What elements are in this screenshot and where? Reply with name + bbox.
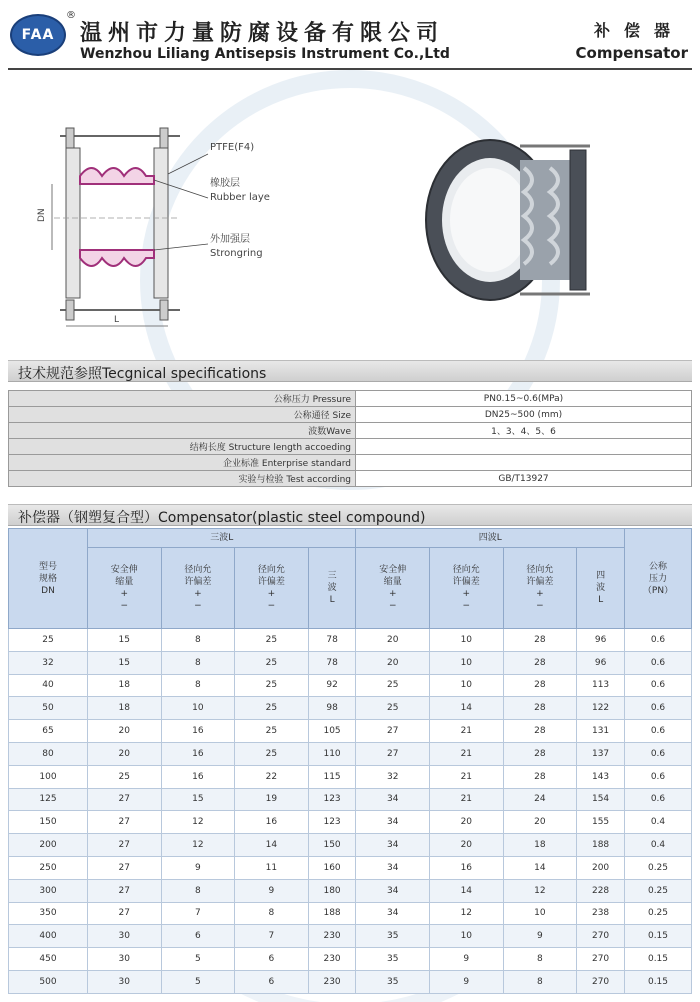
table-cell: 8 <box>161 629 235 652</box>
table-cell: 35 <box>356 948 430 971</box>
spec-row <box>9 471 692 487</box>
table-cell: 10 <box>430 925 504 948</box>
table-cell: 131 <box>577 720 625 743</box>
table-cell: 28 <box>503 697 577 720</box>
table-cell: 92 <box>308 674 356 697</box>
table-cell: 34 <box>356 834 430 857</box>
table-cell: 123 <box>308 788 356 811</box>
table-cell: 27 <box>356 720 430 743</box>
table-cell: 7 <box>161 902 235 925</box>
table-row <box>9 765 692 788</box>
spec-key: 企业标准 Enterprise standard <box>9 455 356 471</box>
table-cell: 25 <box>235 742 309 765</box>
table-cell: 18 <box>88 697 162 720</box>
table-cell: 20 <box>356 651 430 674</box>
table-cell: 188 <box>308 902 356 925</box>
table-cell: 27 <box>88 879 162 902</box>
table-cell: 0.6 <box>625 720 692 743</box>
table-cell: 250 <box>9 856 88 879</box>
table-cell: 500 <box>9 970 88 993</box>
product-name-en: Compensator <box>575 44 688 62</box>
table-cell: 15 <box>88 629 162 652</box>
spec-row <box>9 439 692 455</box>
header-group-four: 四波L <box>356 529 625 548</box>
table-cell: 150 <box>9 811 88 834</box>
table-cell: 270 <box>577 925 625 948</box>
dn-label: DN <box>37 208 47 222</box>
table-cell: 8 <box>235 902 309 925</box>
table-cell: 16 <box>161 765 235 788</box>
table-row <box>9 788 692 811</box>
table-cell: 8 <box>161 674 235 697</box>
table-cell: 16 <box>161 720 235 743</box>
table-cell: 25 <box>235 651 309 674</box>
table-cell: 20 <box>88 742 162 765</box>
table-cell: 300 <box>9 879 88 902</box>
table-cell: 20 <box>430 834 504 857</box>
table-cell: 0.6 <box>625 674 692 697</box>
table-cell: 10 <box>430 629 504 652</box>
table-cell: 27 <box>88 788 162 811</box>
table-cell: 12 <box>161 834 235 857</box>
table-cell: 14 <box>430 879 504 902</box>
spec-table <box>8 390 692 487</box>
spec-value: PN0.15~0.6(MPa) <box>356 391 692 407</box>
table-row <box>9 811 692 834</box>
table-cell: 0.15 <box>625 925 692 948</box>
spec-value <box>356 455 692 471</box>
table-row <box>9 948 692 971</box>
table-cell: 115 <box>308 765 356 788</box>
table-cell: 98 <box>308 697 356 720</box>
table-row <box>9 856 692 879</box>
table-cell: 6 <box>235 948 309 971</box>
table-cell: 125 <box>9 788 88 811</box>
table-row <box>9 742 692 765</box>
table-cell: 10 <box>503 902 577 925</box>
spec-section-title: 技术规范参照Tecgnical specifications <box>18 366 267 382</box>
table-cell: 25 <box>356 674 430 697</box>
table-cell: 30 <box>88 948 162 971</box>
table-row <box>9 697 692 720</box>
table-cell: 228 <box>577 879 625 902</box>
table-cell: 28 <box>503 629 577 652</box>
table-cell: 200 <box>9 834 88 857</box>
table-cell: 230 <box>308 948 356 971</box>
table-cell: 143 <box>577 765 625 788</box>
table-cell: 160 <box>308 856 356 879</box>
table-cell: 238 <box>577 902 625 925</box>
table-cell: 34 <box>356 879 430 902</box>
table-cell: 0.4 <box>625 834 692 857</box>
header-radial-b-3: 径向允 许偏差 + − <box>235 548 309 629</box>
table-cell: 78 <box>308 651 356 674</box>
spec-key: 波数Wave <box>9 423 356 439</box>
table-cell: 0.4 <box>625 811 692 834</box>
header-model: 型号 规格 DN <box>9 529 88 629</box>
table-cell: 27 <box>88 834 162 857</box>
table-cell: 30 <box>88 970 162 993</box>
table-cell: 22 <box>235 765 309 788</box>
table-cell: 9 <box>503 925 577 948</box>
table-cell: 0.6 <box>625 765 692 788</box>
table-row <box>9 970 692 993</box>
table-cell: 0.6 <box>625 629 692 652</box>
table-cell: 14 <box>503 856 577 879</box>
table-cell: 6 <box>161 925 235 948</box>
table-cell: 25 <box>356 697 430 720</box>
table-cell: 0.15 <box>625 970 692 993</box>
spec-key: 实验与检验 Test according <box>9 471 356 487</box>
table-section-title: 补偿器（钢塑复合型）Compensator(plastic steel compound) <box>18 510 426 526</box>
table-cell: 122 <box>577 697 625 720</box>
table-cell: 27 <box>356 742 430 765</box>
table-cell: 14 <box>235 834 309 857</box>
table-cell: 18 <box>88 674 162 697</box>
table-cell: 113 <box>577 674 625 697</box>
table-cell: 155 <box>577 811 625 834</box>
compensator-table <box>8 528 692 994</box>
table-cell: 9 <box>161 856 235 879</box>
table-cell: 20 <box>88 720 162 743</box>
table-cell: 0.25 <box>625 902 692 925</box>
header-radial-a-3: 径向允 许偏差 + − <box>161 548 235 629</box>
table-cell: 18 <box>503 834 577 857</box>
product-photo <box>420 120 600 320</box>
table-row <box>9 629 692 652</box>
table-cell: 16 <box>235 811 309 834</box>
table-cell: 123 <box>308 811 356 834</box>
table-cell: 9 <box>430 970 504 993</box>
table-cell: 96 <box>577 629 625 652</box>
table-cell: 8 <box>503 970 577 993</box>
table-cell: 34 <box>356 788 430 811</box>
spec-key: 公称压力 Pressure <box>9 391 356 407</box>
spec-row <box>9 407 692 423</box>
header-wave-3: 三 波 L <box>308 548 356 629</box>
table-cell: 28 <box>503 765 577 788</box>
table-cell: 25 <box>88 765 162 788</box>
table-cell: 8 <box>503 948 577 971</box>
rubber-label-cn: 橡胶层 <box>210 178 240 189</box>
rubber-label-en: Rubber laye <box>210 192 270 203</box>
table-cell: 0.25 <box>625 856 692 879</box>
table-cell: 20 <box>503 811 577 834</box>
table-row <box>9 834 692 857</box>
table-cell: 21 <box>430 742 504 765</box>
header-pressure: 公称 压力 （PN） <box>625 529 692 629</box>
table-row <box>9 879 692 902</box>
table-cell: 34 <box>356 811 430 834</box>
table-cell: 0.6 <box>625 788 692 811</box>
header-radial-b-4: 径向允 许偏差 + − <box>503 548 577 629</box>
header <box>0 0 700 72</box>
table-cell: 25 <box>235 629 309 652</box>
product-name-cn: 补偿器 <box>593 21 684 40</box>
header-divider <box>8 68 692 70</box>
table-cell: 180 <box>308 879 356 902</box>
table-cell: 65 <box>9 720 88 743</box>
header-expand-4: 安全伸 缩量 + − <box>356 548 430 629</box>
logo-text: FAA <box>21 27 55 43</box>
table-cell: 105 <box>308 720 356 743</box>
table-cell: 28 <box>503 651 577 674</box>
company-name-en: Wenzhou Liliang Antisepsis Instrument Co.,Ltd <box>80 46 450 62</box>
table-cell: 9 <box>430 948 504 971</box>
spec-value: GB/T13927 <box>356 471 692 487</box>
table-cell: 19 <box>235 788 309 811</box>
table-cell: 14 <box>430 697 504 720</box>
table-cell: 350 <box>9 902 88 925</box>
table-cell: 25 <box>9 629 88 652</box>
spec-key: 公称通径 Size <box>9 407 356 423</box>
table-cell: 110 <box>308 742 356 765</box>
table-cell: 230 <box>308 970 356 993</box>
table-cell: 25 <box>235 674 309 697</box>
table-cell: 16 <box>161 742 235 765</box>
table-cell: 0.25 <box>625 879 692 902</box>
table-cell: 50 <box>9 697 88 720</box>
table-cell: 11 <box>235 856 309 879</box>
table-cell: 10 <box>430 674 504 697</box>
company-name-cn: 温州市力量防腐设备有限公司 <box>80 21 445 46</box>
table-cell: 400 <box>9 925 88 948</box>
strong-label-en: Strongring <box>210 248 263 259</box>
table-cell: 12 <box>430 902 504 925</box>
table-cell: 30 <box>88 925 162 948</box>
table-cell: 28 <box>503 720 577 743</box>
table-cell: 7 <box>235 925 309 948</box>
table-cell: 34 <box>356 902 430 925</box>
spec-value: 1、3、4、5、6 <box>356 423 692 439</box>
header-expand-3: 安全伸 缩量 + − <box>88 548 162 629</box>
table-cell: 10 <box>430 651 504 674</box>
table-cell: 188 <box>577 834 625 857</box>
table-cell: 28 <box>503 742 577 765</box>
table-cell: 15 <box>88 651 162 674</box>
table-cell: 6 <box>235 970 309 993</box>
table-cell: 24 <box>503 788 577 811</box>
spec-row <box>9 423 692 439</box>
header-radial-a-4: 径向允 许偏差 + − <box>430 548 504 629</box>
table-cell: 5 <box>161 948 235 971</box>
table-cell: 21 <box>430 765 504 788</box>
table-cell: 15 <box>161 788 235 811</box>
spec-value <box>356 439 692 455</box>
spec-key: 结构长度 Structure length accoeding <box>9 439 356 455</box>
table-cell: 9 <box>235 879 309 902</box>
table-cell: 78 <box>308 629 356 652</box>
table-cell: 270 <box>577 948 625 971</box>
table-cell: 21 <box>430 720 504 743</box>
table-cell: 150 <box>308 834 356 857</box>
table-cell: 27 <box>88 902 162 925</box>
strong-label-cn: 外加强层 <box>210 234 250 245</box>
l-label: L <box>114 315 120 325</box>
table-cell: 80 <box>9 742 88 765</box>
header-group-three: 三波L <box>88 529 356 548</box>
table-cell: 20 <box>356 629 430 652</box>
table-cell: 16 <box>430 856 504 879</box>
cross-section-diagram <box>30 118 310 338</box>
spec-row <box>9 455 692 471</box>
company-logo <box>10 14 66 56</box>
table-cell: 27 <box>88 811 162 834</box>
table-cell: 0.15 <box>625 948 692 971</box>
header-wave-4: 四 波 L <box>577 548 625 629</box>
table-cell: 10 <box>161 697 235 720</box>
table-row <box>9 674 692 697</box>
table-cell: 20 <box>430 811 504 834</box>
table-cell: 32 <box>9 651 88 674</box>
table-cell: 25 <box>235 720 309 743</box>
spec-row <box>9 391 692 407</box>
table-cell: 35 <box>356 925 430 948</box>
table-row <box>9 925 692 948</box>
table-cell: 450 <box>9 948 88 971</box>
table-row <box>9 651 692 674</box>
table-cell: 40 <box>9 674 88 697</box>
table-cell: 12 <box>161 811 235 834</box>
table-cell: 5 <box>161 970 235 993</box>
spec-section-bar <box>8 360 692 382</box>
table-row <box>9 902 692 925</box>
table-cell: 200 <box>577 856 625 879</box>
table-cell: 0.6 <box>625 651 692 674</box>
ptfe-label: PTFE(F4) <box>210 142 255 153</box>
table-cell: 137 <box>577 742 625 765</box>
table-cell: 25 <box>235 697 309 720</box>
table-cell: 12 <box>503 879 577 902</box>
table-section-bar <box>8 504 692 526</box>
table-cell: 230 <box>308 925 356 948</box>
table-cell: 0.6 <box>625 697 692 720</box>
table-cell: 27 <box>88 856 162 879</box>
table-cell: 154 <box>577 788 625 811</box>
table-cell: 96 <box>577 651 625 674</box>
table-cell: 34 <box>356 856 430 879</box>
table-cell: 8 <box>161 651 235 674</box>
table-cell: 0.6 <box>625 742 692 765</box>
table-cell: 8 <box>161 879 235 902</box>
table-cell: 28 <box>503 674 577 697</box>
table-cell: 35 <box>356 970 430 993</box>
table-row <box>9 720 692 743</box>
table-cell: 100 <box>9 765 88 788</box>
table-cell: 270 <box>577 970 625 993</box>
spec-value: DN25~500 (mm) <box>356 407 692 423</box>
registered-mark: ® <box>66 10 76 21</box>
table-cell: 21 <box>430 788 504 811</box>
table-cell: 32 <box>356 765 430 788</box>
